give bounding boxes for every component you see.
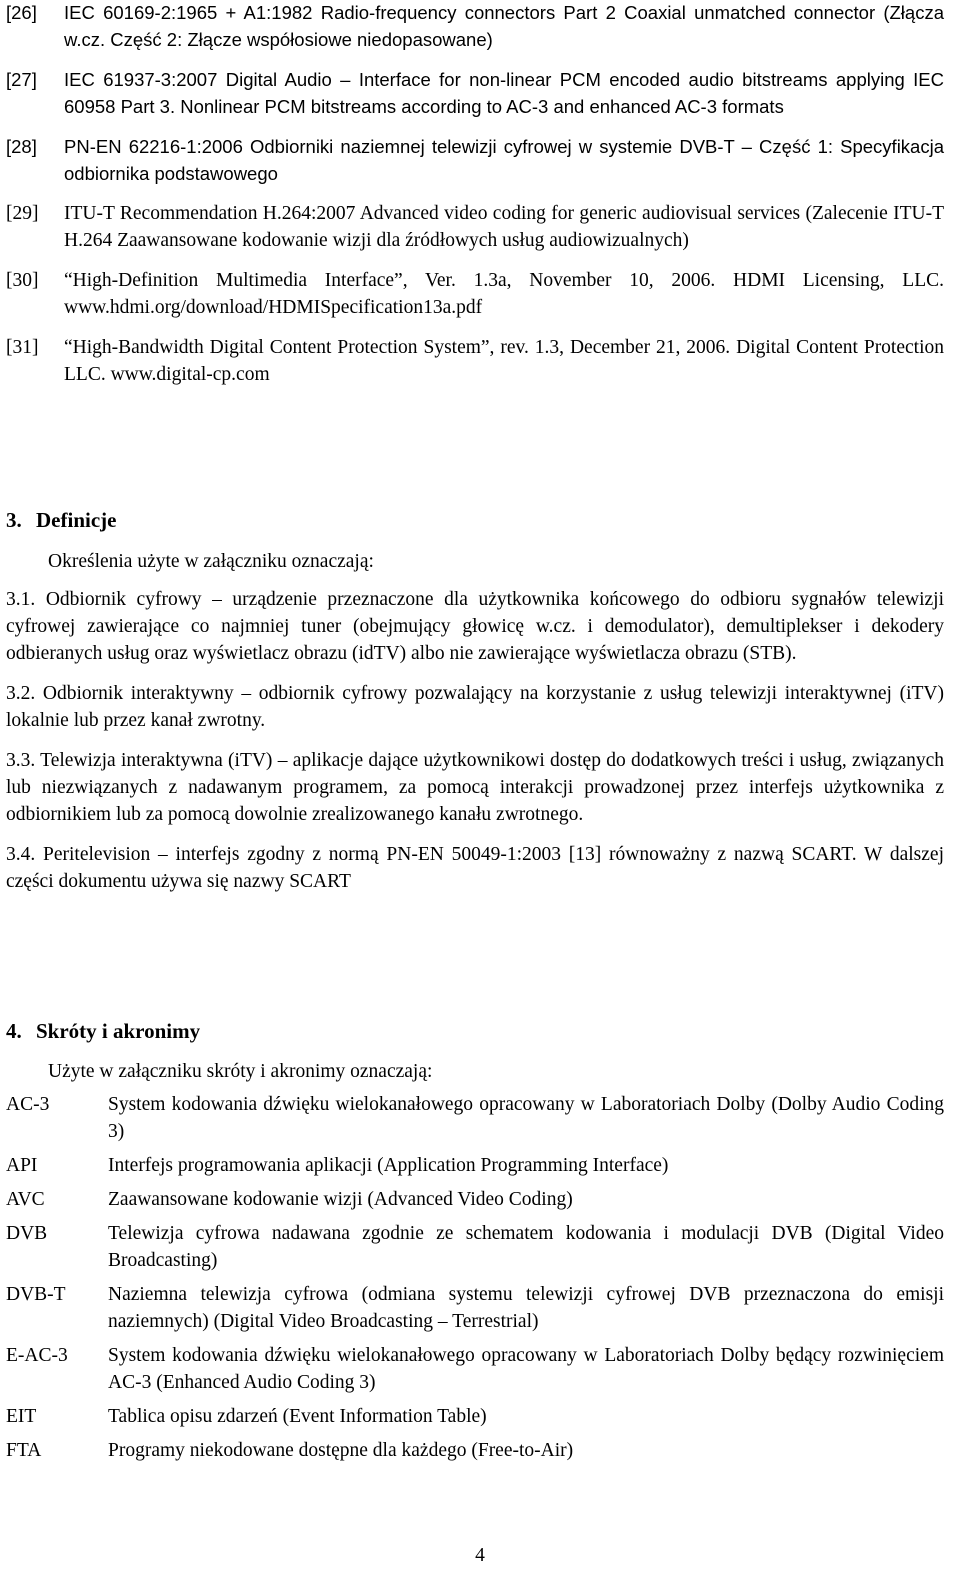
abbreviation-row [6, 1186, 944, 1213]
abbreviation-row [6, 1091, 944, 1145]
abbreviation-row [6, 1281, 944, 1335]
definitions-list [6, 586, 944, 908]
reference-text: IEC 61937-3:2007 Digital Audio – Interface for non-linear PCM encoded audio bitstreams applying IEC 60958 Part 3. Nonlinear PCM bitstreams according to AC-3 and enhanced AC-3 formats [64, 69, 944, 117]
abbreviation-term: EIT [6, 1406, 37, 1427]
abbreviation-description: Zaawansowane kodowanie wizji (Advanced Video Coding) [108, 1189, 573, 1210]
abbreviation-term: FTA [6, 1440, 42, 1461]
section-intro: Określenia użyte w załączniku oznaczają: [48, 551, 374, 572]
abbreviation-row [6, 1437, 944, 1464]
abbreviation-term: API [6, 1155, 38, 1176]
abbreviation-row [6, 1220, 944, 1274]
reference-number: [26] [6, 2, 37, 23]
section-title: Definicje [36, 508, 117, 532]
definition-item: 3.2. Odbiornik interaktywny – odbiornik cyfrowy pozwalający na korzystanie z usług telewizji interaktywnej (iTV) lokalnie lub przez kanał zwrotny. [6, 683, 944, 731]
reference-item [6, 66, 944, 120]
abbreviation-description: Programy niekodowane dostępne dla każdego (Free-to-Air) [108, 1440, 574, 1461]
definition-item: 3.3. Telewizja interaktywna (iTV) – aplikacje dające użytkownikowi dostęp do dodatkowych treści i usług, związanych lub niezwiązanych z nadawanym programem, za pomocą interakcji prowadzonej przez interfejs użytkownika z odbiornikiem lub za pomocą dowolnie zrealizowanego kanału zwrotnego. [6, 750, 944, 825]
reference-item [6, 267, 944, 321]
section-intro: Użyte w załączniku skróty i akronimy oznaczają: [48, 1061, 433, 1082]
reference-list [6, 0, 944, 401]
abbreviation-description: Naziemna telewizja cyfrowa (odmiana systemu telewizji cyfrowej DVB przeznaczona do emisji naziemnych) (Digital Video Broadcasting – Terrestrial) [108, 1284, 944, 1332]
section-number: 3. [6, 508, 22, 532]
section-title: Skróty i akronimy [36, 1019, 201, 1043]
reference-text: “High-Definition Multimedia Interface”, Ver. 1.3a, November 10, 2006. HDMI Licensing, LLC. www.hdmi.org/download/HDMISpecification13a.pdf [64, 270, 944, 318]
reference-item [6, 200, 944, 254]
reference-text: IEC 60169-2:1965 + A1:1982 Radio-frequency connectors Part 2 Coaxial unmatched connector (Złącza w.cz. Część 2: Złącze współosiowe niedopasowane) [64, 2, 944, 50]
reference-item [6, 133, 944, 187]
section-number: 4. [6, 1019, 22, 1043]
reference-text: ITU-T Recommendation H.264:2007 Advanced video coding for generic audiovisual services (Zalecenie ITU-T H.264 Zaawansowane kodowanie wizji dla źródłowych usług audiowizualnych) [64, 203, 944, 251]
reference-number: [30] [6, 270, 39, 291]
abbreviation-term: DVB [6, 1223, 48, 1244]
abbreviation-term: AC-3 [6, 1094, 50, 1115]
reference-item [6, 334, 944, 388]
abbreviation-row [6, 1152, 944, 1179]
section-heading [6, 1018, 200, 1045]
abbreviation-description: Interfejs programowania aplikacji (Application Programming Interface) [108, 1155, 669, 1176]
abbreviation-description: System kodowania dźwięku wielokanałowego opracowany w Laboratoriach Dolby (Dolby Audio Coding 3) [108, 1094, 944, 1142]
abbreviations-list [6, 1091, 944, 1471]
abbreviation-row [6, 1342, 944, 1396]
page-number: 4 [475, 1545, 485, 1566]
definition-item: 3.4. Peritelevision – interfejs zgodny z normą PN-EN 50049-1:2003 [13] równoważny z nazwą SCART. W dalszej części dokumentu używa się nazwy SCART [6, 844, 944, 892]
abbreviation-description: Telewizja cyfrowa nadawana zgodnie ze schematem kodowania i modulacji DVB (Digital Video Broadcasting) [108, 1223, 944, 1271]
abbreviation-term: DVB-T [6, 1284, 66, 1305]
abbreviation-term: E-AC-3 [6, 1345, 68, 1366]
reference-text: “High-Bandwidth Digital Content Protection System”, rev. 1.3, December 21, 2006. Digital Content Protection LLC. www.digital-cp.com [64, 337, 944, 385]
reference-item [6, 0, 944, 53]
reference-text: PN-EN 62216-1:2006 Odbiorniki naziemnej telewizji cyfrowej w systemie DVB-T – Część 1: Specyfikacja odbiornika podstawowego [64, 136, 944, 184]
reference-number: [27] [6, 69, 37, 90]
section-heading [6, 507, 116, 534]
abbreviation-term: AVC [6, 1189, 45, 1210]
definition-item: 3.1. Odbiornik cyfrowy – urządzenie przeznaczone dla użytkownika końcowego do odbioru sygnałów telewizji cyfrowej zawierające co najmniej tuner (obejmujący głowicę w.cz. i demodulator), demultiplekser i dekodery odbieranych usług oraz wyświetlacz obrazu (idTV) albo nie zawierające wyświetlacza obrazu (STB). [6, 589, 944, 664]
reference-number: [31] [6, 337, 39, 358]
abbreviation-description: Tablica opisu zdarzeń (Event Information Table) [108, 1406, 487, 1427]
abbreviation-row [6, 1403, 944, 1430]
reference-number: [28] [6, 136, 37, 157]
reference-number: [29] [6, 203, 39, 224]
abbreviation-description: System kodowania dźwięku wielokanałowego opracowany w Laboratoriach Dolby będący rozwinięciem AC-3 (Enhanced Audio Coding 3) [108, 1345, 944, 1393]
